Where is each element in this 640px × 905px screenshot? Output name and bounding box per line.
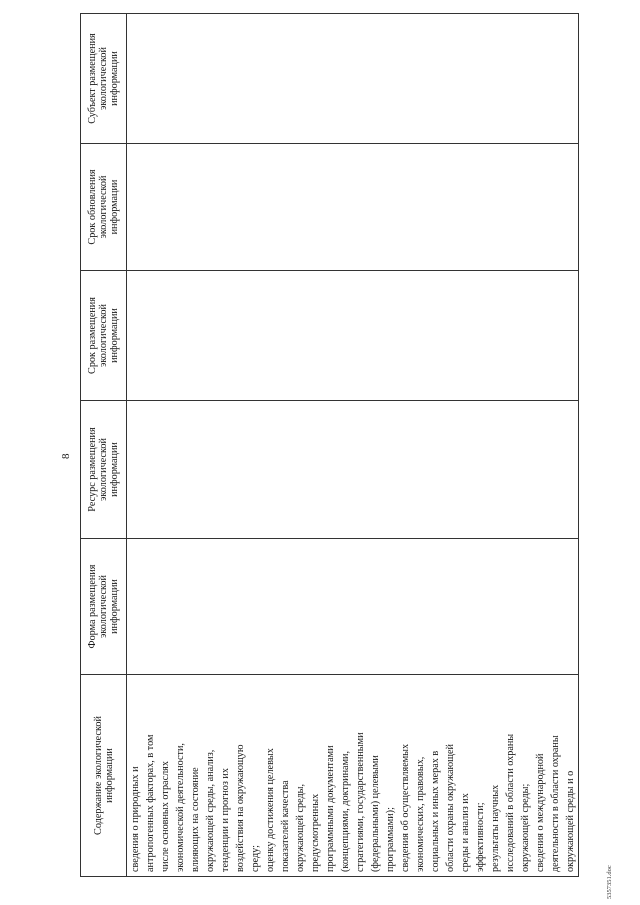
table-row: [127, 14, 579, 877]
header-resource: Ресурс размещения экологической информации: [81, 401, 127, 539]
header-form: Форма размещения экологической информации: [81, 539, 127, 675]
header-content: Содержание экологической информации: [81, 675, 127, 877]
resource-cell: [127, 401, 579, 539]
content-text: сведения о природных и антропогенных факторах, в том числе основных отраслях экономической деятельности, влияющих на состояние окружающей среды, анализ, тенденции и прогноз их воздействия на окружающую среду; оценку достижения целевых показателей качества окружающей среды, предусмотренных программными документами (концепциями, доктринами, стратегиями, государственными (федеральными) целевыми программами); сведения об осуществляемых экономических, правовых, социальных и иных мерах в области охраны окружающей среды и анализ их эффективности; результаты научных исследований в области охраны окружающей среды; сведения о международной деятельности в области охраны окружающей среды и о: [130, 732, 576, 872]
subject-cell: [127, 14, 579, 144]
document-filename: 5357351.doc: [606, 865, 613, 899]
page-number: 8: [60, 453, 72, 459]
environmental-info-table: [80, 13, 579, 877]
header-placement-term: Срок размещения экологической информации: [81, 271, 127, 401]
update-term-cell: [127, 144, 579, 271]
form-cell: [127, 539, 579, 675]
header-subject: Субъект размещения экологической информации: [81, 14, 127, 144]
content-cell: [127, 675, 579, 877]
header-update-term: Срок обновления экологической информации: [81, 144, 127, 271]
placement-term-cell: [127, 271, 579, 401]
table-header-row: [81, 14, 127, 877]
